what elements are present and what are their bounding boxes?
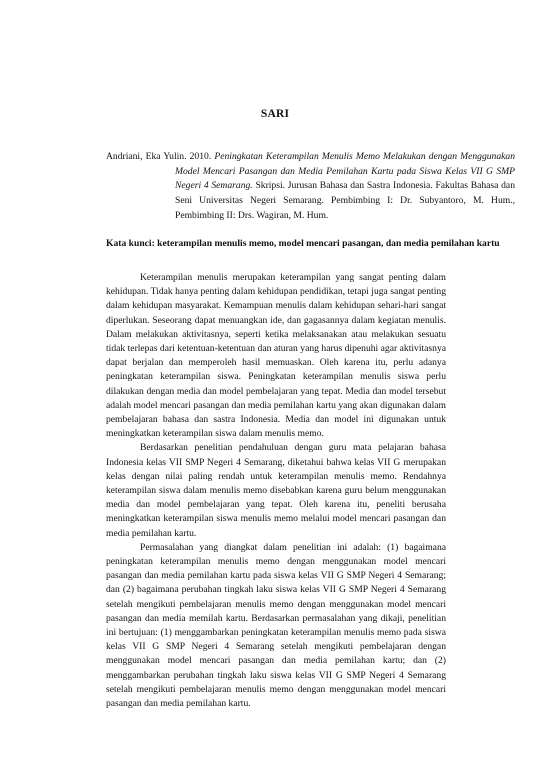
- page-title: SARI: [260, 108, 290, 120]
- paragraph: Keterampilan menulis merupakan keterampilan yang sangat penting dalam kehidupan. Tidak hanya penting dalam kehidupan pendidikan, tetapi juga sangat penting dalam kehidupan masyarakat. Kemampuan menulis dalam kehidupan sehari-hari sangat diperlukan. Seseorang dapat menuangkan ide, dan gagasannya dalam kegiatan menulis. Dalam melakukan aktivitasnya, seperti ketika melaksanakan atau melakukan sesuatu tidak terlepas dari ketentuan-ketentuan dan aturan yang harus dipenuhi agar aktivitasnya dapat berjalan dan memperoleh hasil memuaskan. Oleh karena itu, perlu adanya peningkatan keterampilan siswa. Peningkatan keterampilan menulis siswa perlu dilakukan dengan media dan model pembelajaran yang tepat. Media dan model tersebut adalah model mencari pasangan dan media pemilahan kartu yang akan digunakan dalam pembelajaran bahasa dan sastra Indonesia. Media dan model ini digunakan untuk meningkatkan keterampilan siswa dalam menulis memo.: [106, 272, 446, 440]
- abstract-body: [106, 271, 446, 711]
- citation: [106, 150, 515, 224]
- citation-work-title: Peningkatan Keterampilan Menulis Memo Melakukan dengan Menggunakan Model Mencari Pasangan dan Media Pemilahan Kartu pada Siswa Kelas VII G SMP Negeri 4 Semarang.: [175, 151, 515, 192]
- citation-details: Skripsi. Jurusan Bahasa dan Sastra Indonesia. Fakultas Bahasa dan Seni Universitas Negeri Semarang. Pembimbing I: Dr. Subyantoro, M. Hum., Pembimbing II: Drs. Wagiran, M. Hum.: [175, 180, 515, 221]
- paragraph: Permasalahan yang diangkat dalam penelitian ini adalah: (1) bagaimana peningkatan keterampilan menulis memo dengan menggunakan model mencari pasangan dan media pemilahan kartu pada siswa kelas VII G SMP Negeri 4 Semarang; dan (2) bagaimana perubahan tingkah laku siswa kelas VII G SMP Negeri 4 Semarang setelah mengikuti pembelajaran menulis memo dengan menggunakan model mencari pasangan dan media memilah kartu. Berdasarkan permasalahan yang dikaji, penelitian ini bertujuan: (1) menggambarkan peningkatan keterampilan menulis memo pada siswa kelas VII G SMP Negeri 4 Semarang setelah mengikuti pembelajaran dengan menggunakan model mencari pasangan dan media pemilahan kartu; dan (2) menggambarkan perubahan tingkah laku siswa kelas VII G SMP Negeri 4 Semarang setelah mengikuti pembelajaran menulis memo dengan menggunakan model mencari pasangan dan media pemilahan kartu.: [106, 541, 446, 710]
- citation-author-year: Andriani, Eka Yulin. 2010.: [106, 151, 212, 162]
- paragraph: Berdasarkan penelitian pendahuluan dengan guru mata pelajaran bahasa Indonesia kelas VII SMP Negeri 4 Semarang, diketahui bahwa kelas VII G merupakan kelas dengan nilai paling rendah untuk keterampilan menulis memo. Rendahnya keterampilan siswa dalam menulis memo disebabkan karena guru belum menggunakan media dan model pembelajaran yang tepat. Oleh karena itu, peneliti berusaha meningkatkan keterampilan siswa menulis memo melalui model mencari pasangan dan media pemilahan kartu.: [106, 442, 446, 539]
- keywords: Kata kunci: keterampilan menulis memo, model mencari pasangan, dan media pemilahan kartu: [106, 238, 500, 249]
